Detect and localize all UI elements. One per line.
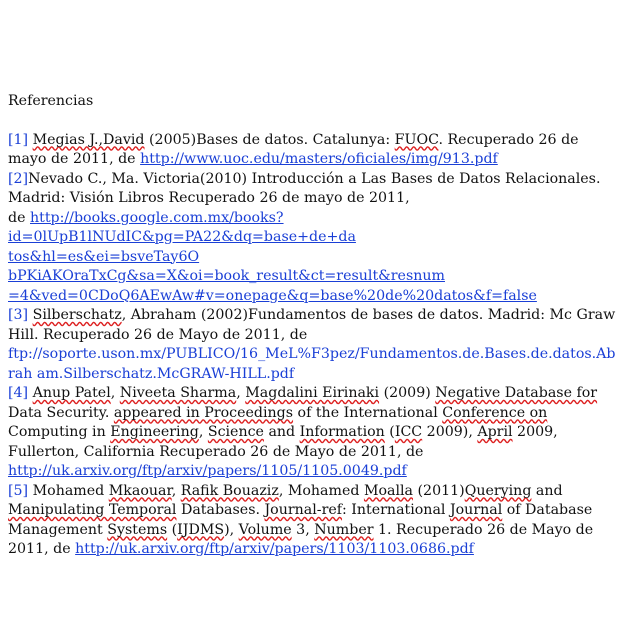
author-name: Rafik Bouaziz	[180, 482, 279, 499]
reference-text: of the International	[293, 404, 443, 421]
title-fragment: Conference on	[442, 404, 548, 421]
reference-text: (2005)Bases de datos. Catalunya:	[149, 131, 395, 148]
reference-number: [1]	[8, 131, 29, 148]
reference-text: 1. Recuperado 26 de Mayo de 2011, de	[8, 521, 594, 557]
title-fragment: Journal-ref	[264, 502, 343, 518]
reference-text: . Recuperado 26 de mayo de 2011, de	[8, 131, 579, 167]
reference-4: [4] Anup Patel, Niveeta Sharma, Magdalini Eirinaki (2009) Negative Database for Data Security. appeared in Proceedings of the International Conference on Computing in Engineering, Science and Information (ICC 2009), April 2009, Fullerton, California Recuperado 26 de Mayo de 2011, de http://uk.arxiv.org/ftp/arxiv/papers/1105/1105.0049.pdf	[8, 385, 598, 479]
title-fragment: Engineering	[110, 424, 199, 440]
document-page	[8, 92, 620, 560]
author-name: Mkaouar	[108, 482, 172, 499]
reference-link[interactable]: http://uk.arxiv.org/ftp/arxiv/papers/1105/1105.0049.pdf	[8, 463, 407, 479]
reference-link[interactable]	[8, 210, 537, 304]
title-fragment: Querying	[464, 482, 532, 499]
reference-text: and	[263, 424, 300, 440]
author-name: Moalla	[363, 482, 413, 499]
reference-text: (2011)	[413, 482, 465, 499]
reference-link[interactable]	[8, 346, 616, 382]
title-fragment: Journal	[449, 502, 503, 518]
reference-text: Mohamed	[32, 482, 109, 499]
reference-link-part: ftp://soporte.uson.mx/PUBLICO/16_MeL%F3pez/Fundamentos.de.Bases.de.datos.Ab	[8, 346, 616, 362]
reference-text: 3,	[291, 521, 315, 538]
author-name: Anup Patel	[32, 385, 111, 401]
title-fragment: Science	[207, 424, 264, 440]
author-name: Niveeta Sharma	[119, 385, 237, 401]
reference-3	[8, 306, 620, 384]
reference-text: Nevado C., Ma. Victoria(2010) Introducción a Las Bases de Datos Relacionales. Madrid: Visión Libros Recuperado 26 de mayo de 2011,	[8, 170, 601, 206]
reference-number: [4]	[8, 385, 29, 401]
title-fragment: appeared in Proceedings	[113, 404, 294, 421]
reference-text: Computing in	[8, 424, 111, 440]
reference-link[interactable]: http://www.uoc.edu/masters/oficiales/img/913.pdf	[140, 151, 498, 167]
reference-text: (2009)	[383, 385, 436, 401]
references-heading: Referencias	[8, 93, 94, 109]
reference-2	[8, 170, 620, 307]
title-fragment: Negative Database for	[435, 385, 598, 401]
reference-text: de	[8, 209, 30, 226]
title-fragment: Number	[314, 521, 374, 538]
reference-text: 2009, Fullerton, California Recuperado 26 de Mayo de 2011, de	[8, 424, 558, 460]
reference-text: , Abraham (2002)Fundamentos de bases de datos. Madrid: Mc Graw Hill. Recuperado 26 de Mayo de 2011, de	[8, 307, 616, 343]
reference-link-part: tos&hl=es&ei=bsveTay6O bPKiAKOraTxCg&sa=X&oi=book_result&ct=result&resnum	[8, 248, 445, 284]
author-name: Silberschatz	[32, 307, 122, 323]
reference-5	[8, 482, 620, 560]
organization-name: FUOC	[394, 131, 439, 148]
reference-number: [2]	[8, 170, 29, 187]
reference-link-part: rah am.Silberschatz.McGRAW-HILL.pdf	[8, 365, 295, 382]
reference-text: Data Security.	[8, 404, 114, 421]
title-fragment: April	[477, 424, 513, 440]
reference-text: : International	[342, 502, 450, 518]
title-fragment: Volume	[238, 521, 292, 538]
title-fragment: ICC	[394, 424, 423, 440]
reference-text: ),	[224, 521, 239, 538]
reference-text: of Database Management	[8, 502, 593, 538]
title-fragment: Information	[299, 424, 385, 440]
reference-number: [5]	[8, 482, 29, 499]
reference-text: Databases.	[176, 502, 265, 518]
title-fragment: IJDMS	[177, 521, 225, 538]
reference-text: ,	[198, 424, 208, 440]
reference-link[interactable]: http://uk.arxiv.org/ftp/arxiv/papers/1103/1103.0686.pdf	[75, 541, 474, 557]
reference-1	[8, 131, 620, 170]
reference-text: (	[384, 424, 395, 440]
author-name: Magdalini Eirinaki	[245, 385, 380, 401]
reference-link-part: http://books.google.com.mx/books?id=0lUpB1lNUdIC&pg=PA22&dq=base+de+da	[8, 209, 356, 245]
title-fragment: Manipulating Temporal	[8, 502, 177, 518]
reference-link-part: =4&ved=0CDoQ6AEwAw#v=onepage&q=base%20de%20datos&f=false	[8, 287, 537, 304]
reference-text: 2009),	[422, 424, 478, 440]
reference-number: [3]	[8, 307, 29, 323]
reference-text: ,	[171, 482, 181, 499]
reference-text: and	[531, 482, 563, 499]
title-fragment: Systems	[107, 521, 168, 538]
author-name: Megias J.,David	[32, 131, 145, 148]
reference-text: , Mohamed	[278, 482, 364, 499]
reference-text: (	[167, 521, 178, 538]
